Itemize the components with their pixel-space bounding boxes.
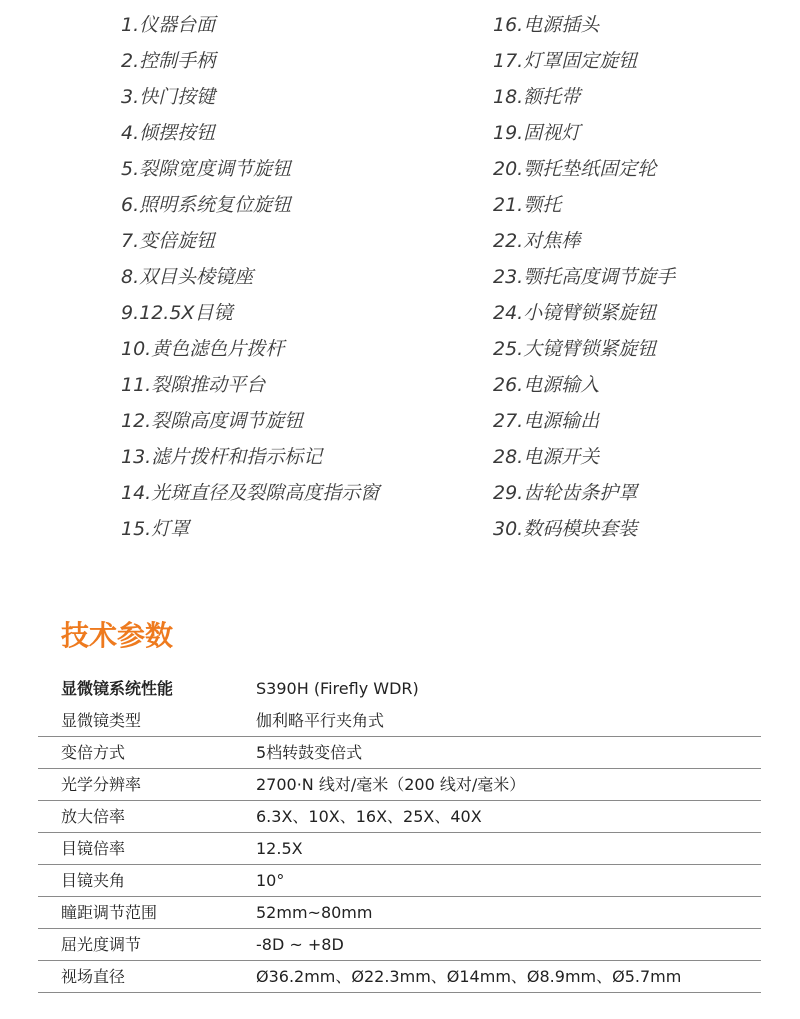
part-item: 19.固视灯 — [493, 122, 581, 144]
spec-row — [38, 865, 761, 897]
part-item: 26.电源输入 — [493, 374, 600, 396]
part-item: 5.裂隙宽度调节旋钮 — [121, 158, 292, 180]
spec-row — [38, 737, 761, 769]
spec-label: 目镜倍率 — [61, 839, 126, 858]
part-item: 16.电源插头 — [493, 14, 600, 36]
spec-row — [38, 833, 761, 865]
spec-row — [38, 929, 761, 961]
part-item: 6.照明系统复位旋钮 — [121, 194, 292, 216]
part-item: 7.变倍旋钮 — [121, 230, 216, 252]
part-item: 8.双目头棱镜座 — [121, 266, 254, 288]
spec-label: 变倍方式 — [61, 743, 126, 762]
part-item: 4.倾摆按钮 — [121, 122, 216, 144]
part-item: 2.控制手柄 — [121, 50, 216, 72]
part-item: 22.对焦棒 — [493, 230, 581, 252]
spec-value: 6.3X、10X、16X、25X、40X — [256, 807, 482, 826]
spec-value: 伽利略平行夹角式 — [256, 711, 385, 730]
spec-label: 瞳距调节范围 — [61, 903, 158, 922]
spec-row — [38, 801, 761, 833]
spec-value: 12.5X — [256, 839, 303, 858]
spec-value: 52mm~80mm — [256, 903, 373, 922]
spec-label: 显微镜类型 — [61, 711, 142, 730]
part-item: 23.颚托高度调节旋手 — [493, 266, 676, 288]
part-item: 14.光斑直径及裂隙高度指示窗 — [121, 482, 380, 504]
part-item: 27.电源输出 — [493, 410, 600, 432]
part-item: 29.齿轮齿条护罩 — [493, 482, 638, 504]
spec-label: 放大倍率 — [61, 807, 126, 826]
part-item: 28.电源开关 — [493, 446, 600, 468]
spec-row — [38, 897, 761, 929]
spec-label: 显微镜系统性能 — [61, 679, 174, 698]
spec-row — [38, 961, 761, 993]
spec-value: S390H (Firefly WDR) — [256, 679, 419, 698]
part-item: 18.额托带 — [493, 86, 581, 108]
part-item: 3.快门按键 — [121, 86, 216, 108]
spec-label: 目镜夹角 — [61, 871, 126, 890]
specs-heading: 技术参数 — [61, 619, 174, 652]
spec-label: 屈光度调节 — [61, 935, 142, 954]
part-item: 20.颚托垫纸固定轮 — [493, 158, 657, 180]
part-item: 30.数码模块套装 — [493, 518, 638, 540]
spec-value: 10° — [256, 871, 285, 890]
part-item: 13.滤片拨杆和指示标记 — [121, 446, 323, 468]
part-item: 24.小镜臂锁紧旋钮 — [493, 302, 657, 324]
spec-label: 视场直径 — [61, 967, 126, 986]
spec-label: 光学分辨率 — [61, 775, 142, 794]
part-item: 11.裂隙推动平台 — [121, 374, 266, 396]
spec-value: 2700·N 线对/毫米（200 线对/毫米） — [256, 775, 526, 794]
part-item: 17.灯罩固定旋钮 — [493, 50, 638, 72]
part-item: 21.颚托 — [493, 194, 562, 216]
spec-row — [38, 769, 761, 801]
specs-table — [38, 673, 761, 993]
part-item: 1.仪器台面 — [121, 14, 216, 36]
spec-row — [38, 705, 761, 737]
spec-value: Ø36.2mm、Ø22.3mm、Ø14mm、Ø8.9mm、Ø5.7mm — [256, 967, 682, 986]
part-item: 9.12.5X目镜 — [121, 302, 233, 324]
part-item: 10.黄色滤色片拨杆 — [121, 338, 285, 360]
spec-row — [38, 673, 761, 705]
spec-value: 5档转鼓变倍式 — [256, 743, 363, 762]
part-item: 12.裂隙高度调节旋钮 — [121, 410, 304, 432]
spec-value: -8D ~ +8D — [256, 935, 344, 954]
part-item: 25.大镜臂锁紧旋钮 — [493, 338, 657, 360]
part-item: 15.灯罩 — [121, 518, 190, 540]
